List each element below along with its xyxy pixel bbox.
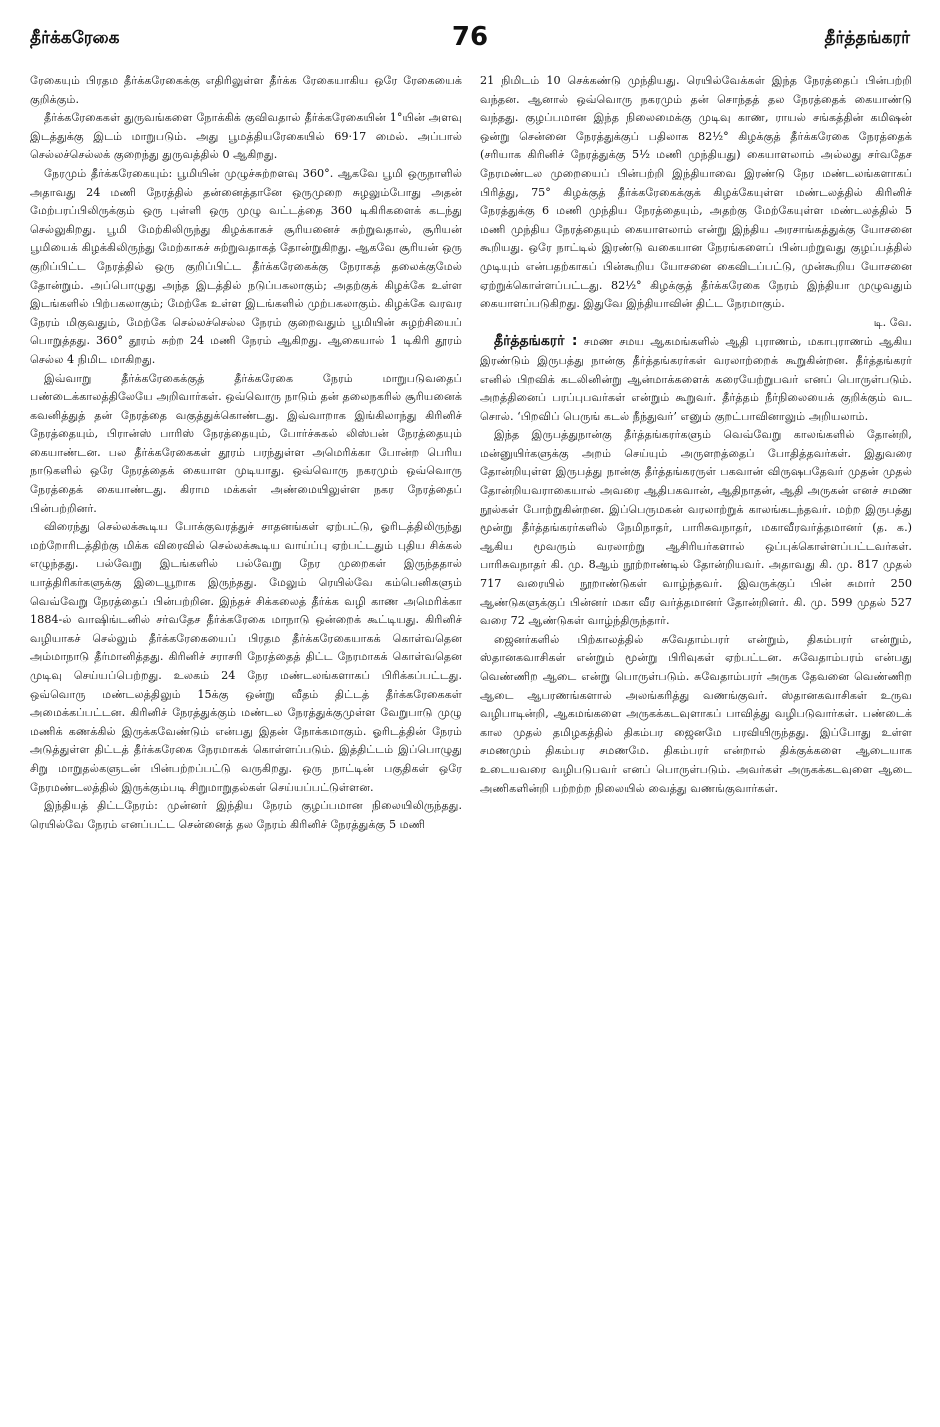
page-number: 76 — [451, 22, 489, 52]
paragraph: ரேகையும் பிரதம தீர்க்கரேகைக்கு எதிரிலுள்ள தீர்க்க ரேகையாகிய ஒரே ரேகையைக் குறிக்கும். — [30, 74, 462, 106]
running-head-right: தீர்த்தங்கரர் — [824, 28, 910, 48]
page-header — [30, 22, 910, 56]
paragraph: விரைந்து செல்லக்கூடிய போக்குவரத்துச் சாதனங்கள் ஏற்பட்டு, ஓரிடத்திலிருந்து மற்றோரிடத்திற்கு மிக்க விரைவில் செல்லக்கூடிய வாய்ப்பு ஏற்பட்டதும் புதிய சிக்கல் எழுந்தது. பல்வேறு இடங்களில் பல்வேறு நேர முறைகள் இருந்ததால் யாத்திரிகர்களுக்கு இடையூறாக இருந்தது. மேலும் ரெயில்வே கம்பெனிகளும் வெவ்வேறு நேரத்தைப் பின்பற்றின. இந்தச் சிக்கலைத் தீர்க்க வழி காண அமெரிக்கா 1884-ல் வாஷிங்டனில் சர்வதேச தீர்க்கரேகை மாநாடு ஒன்றைக் கூட்டியது. கிரினிச் வழியாகச் செல்லும் தீர்க்கரேகையைப் பிரதம தீர்க்கரேகையாகக் கொள்வதென அம்மாநாடு தீர்மானித்தது. கிரினிச் சராசரி நேரத்தைத் திட்ட நேரமாகக் கொள்வதென முடிவு செய்யப்பெற்றது. உலகம் 24 நேர மண்டலங்களாகப் பிரிக்கப்பட்டது. ஒவ்வொரு மண்டலத்திலும் 15க்கு ஒன்று வீதம் திட்டத் தீர்க்கரேகைகள் அமைக்கப்பட்டன. கிரினிச் நேரத்துக்கும் மண்டல நேரத்துக்குமுள்ள வேறுபாடு முழு மணிக் கணக்கில் இருக்கவேண்டும் என்பது இதன் நோக்கமாகும். ஓரிடத்தின் நேரம் அடுத்துள்ள திட்டத் தீர்க்கரேகை நேரமாகக் கொள்ளப்படும். இத்திட்டம் இப்பொழுது சிறு மாறுதல்களுடன் பின்பற்றப்பட்டு வருகிறது. ஒரு நாட்டின் பகுதிகள் ஒரே நேரமண்டலத்தில் இருக்கும்படி சிறுமாறுதல்கள் செய்யப்பட்டுள்ளன. — [30, 520, 462, 794]
paragraph: இவ்வாறு தீர்க்கரேகைக்குத் தீர்க்கரேகை நேரம் மாறுபடுவதைப் பண்டைக்காலத்திலேயே அறிவார்கள். ஒவ்வொரு நாடும் தன் தலைநகரில் சூரியனைக் கவனித்துத் தன் நேரத்தை வகுத்துக்கொண்டது. இவ்வாறாக இங்கிலாந்து கிரினிச் நேரத்தையும், பிரான்ஸ் பாரிஸ் நேரத்தையும், போர்ச்சுகல் லிஸ்பன் நேரத்தையும் கையாண்டன. பல தீர்க்கரேகைகள் தூரம் பரந்துள்ள அமெரிக்கா போன்ற பெரிய நாடுகளில் ஒரே நேரத்தைக் கையாள முடியாது. ஒவ்வொரு நகரமும் ஒவ்வொரு நேரத்தைக் கையாண்டது. கிராம மக்கள் அண்மையிலுள்ள நகர நேரத்தைப் பின்பற்றினர். — [30, 371, 462, 515]
paragraph: தீர்க்கரேகைகள் துருவங்களை நோக்கிக் குவிவதால் தீர்க்கரேகையின் 1°யின் அளவு இடத்துக்கு இடம் மாறுபடும். அது பூமத்தியரேகையில் 69·17 மைல். அப்பால் செல்லச்செல்லக் குறைந்து துருவத்தில் 0 ஆகிறது. — [30, 111, 462, 162]
paragraph: நேரமும் தீர்க்கரேகையும்: பூமியின் முழுச்சுற்றளவு 360°. ஆகவே பூமி ஒருநாளில் அதாவது 24 மணி நேரத்தில் தன்னைத்தானே ஒருமுறை சுழலும்போது அதன் மேற்பரப்பிலிருக்கும் ஒரு புள்ளி ஒரு முழு வட்டத்தை 360 டிகிரிகளைக் கடந்து செல்லுகிறது. பூமி மேற்கிலிருந்து கிழக்காகச் சூரியனைச் சுற்றுவதால், சூரியன் பூமியைக் கிழக்கிலிருந்து மேற்காகச் சுற்றுவதாகத் தோன்றுகிறது. ஆகவே சூரியன் ஒரு குறிப்பிட்ட நேரத்தில் ஒரு குறிப்பிட்ட தீர்க்கரேகைக்கு நேராகத் தலைக்குமேல் தோன்றும். அப்பொழுது அந்த இடத்தில் நடுப்பகலாகும்; அதற்குக் கிழக்கே உள்ள இடங்களில் பிற்பகலாகும்; மேற்கே உள்ள இடங்களில் முற்பகலாகும். கிழக்கே வரவர நேரம் மிகுவதும், மேற்கே செல்லச்செல்ல நேரம் குறைவதும் பூமியின் சுழற்சியைப் பொறுத்தது. 360° தூரம் சுற்ற 24 மணி நேரம் ஆகிறது. ஆகையால் 1 டிகிரி தூரம் செல்ல 4 நிமிட மாகிறது. — [30, 166, 462, 366]
right-column — [480, 72, 912, 1412]
left-column — [30, 72, 462, 1412]
paragraph: இந்தியத் திட்டநேரம்: முன்னர் இந்திய நேரம் குழப்பமான நிலையிலிருந்தது. ரெயில்வே நேரம் எனப்பட்ட சென்னைத் தல நேரம் கிரினிச் நேரத்துக்கு 5 மணி — [30, 799, 462, 831]
author-signature: டி. வே. — [873, 315, 912, 329]
paragraph: ஜைனர்களில் பிற்காலத்தில் சுவேதாம்பரர் என்றும், திகம்பரர் என்றும், ஸ்தானகவாசிகள் என்றும் மூன்று பிரிவுகள் ஏற்பட்டன. சுவேதாம்பரம் என்பது வெண்ணிற ஆடை என்று பொருள்படும். சுவேதாம்பரர் அருக தேவனை வெண்ணிற ஆடை ஆபரணங்களால் அலங்கரித்து வணங்குவர். ஸ்தானகவாசிகள் உருவ வழிபாடின்றி, ஆகமங்களை அருகக்கடவுளாகப் பாவித்து வழிபடுவார்கள். பண்டைக் கால முதல் தமிழகத்தில் திகம்பர ஜைனமே பரவியிருந்தது. இப்போது உள்ள சமணமும் திகம்பர சமணமே. திகம்பரர் என்றால் திக்குக்களை ஆடையாக உடையவரை வழிபடுபவர் எனப் பொருள்படும். அவர்கள் அருகக்கடவுளை ஆடை அணிகளின்றி பற்றற்ற நிலையில் வைத்து வணங்குவார்கள். — [480, 632, 912, 795]
entry-text: சமண சமய ஆகமங்களில் ஆதி புராணம், மகாபுராணம் ஆகிய இரண்டும் இருபத்து நான்கு தீர்த்தங்கரர்கள் வரலாற்றைக் கூறுகின்றன. தீர்த்தங்கரர் எனில் பிறவிக் கடலினின்று ஆன்மாக்களைக் கரையேற்றுபவர் எனப் பொருள்படும். அறத்தினைப் பரப்புபவர்கள் என்றும் கூறுவர். தீர்த்தம் நீர்நிலையைக் குறிக்கும் வட சொல். ‘பிறவிப் பெருங் கடல் நீந்துவர்’ எனும் குறட்பாவினாலும் அறியலாம். — [480, 335, 912, 423]
entry-title: தீர்த்தங்கரர் : — [494, 333, 578, 350]
entry-paragraph — [480, 332, 912, 426]
paragraph: இந்த இருபத்துநான்கு தீர்த்தங்கரர்களும் வெவ்வேறு காலங்களில் தோன்றி, மன்னுயிர்களுக்கு அறம் செய்யும் அருளறத்தைப் போதித்தவர்கள். இதுவரை தோன்றியுள்ள இருபத்து நான்கு தீர்த்தங்கரருள் பகவான் விருஷபதேவர் முதன் முதல் தோன்றியவராகையால் அவரை ஆதிபகவான், ஆதிநாதன், ஆதி அருகன் எனச் சமண நூல்கள் போற்றுகின்றன. இப்பெருமகன் வரலாற்றுக் காலங்கடந்தவர். மற்ற இருபத்து மூன்று தீர்த்தங்கரர்களில் நேமிநாதர், பாரிசுவநாதர், மகாவீரவர்த்தமானர் (த. க.) ஆகிய மூவரும் வரலாற்று ஆசிரியர்களால் ஒப்புக்கொள்ளப்பட்டவர்கள். பாரிசுவநாதர் கி. மு. 8ஆம் நூற்றாண்டில் தோன்றியவர். அதாவது கி. மு. 817 முதல் 717 வரையில் நூறாண்டுகள் வாழ்ந்தவர். இவருக்குப் பின் சுமார் 250 ஆண்டுகளுக்குப் பின்னர் மகா வீர வர்த்தமானர் தோன்றினர். கி. மு. 599 முதல் 527 வரை 72 ஆண்டுகள் வாழ்ந்திருந்தார். — [480, 428, 912, 628]
running-head-left: தீர்க்கரேகை — [30, 28, 120, 48]
paragraph: 21 நிமிடம் 10 செக்கண்டு முந்தியது. ரெயில்வேக்கள் இந்த நேரத்தைப் பின்பற்றி வந்தன. ஆனால் ஒவ்வொரு நகரமும் தன் சொந்தத் தல நேரத்தைக் கையாண்டு வந்தது. குழப்பமான இந்த நிலைமைக்கு முடிவு காண, ராயல் சங்கத்தின் கமிஷன் ஒன்று சென்னை நேரத்துக்குப் பதிலாக 82½° கிழக்குத் தீர்க்கரேகை நேரத்தைக் (சரியாக கிரினிச் நேரத்துக்கு 5½ மணி முந்தியது) கையாளலாம் அல்லது சர்வதேச நேரமண்டல முறையைப் பின்பற்றி இந்தியாவை இரண்டு நேர மண்டலங்களாகப் பிரித்து, 75° கிழக்குத் தீர்க்கரேகைக்குக் கிழக்கேயுள்ள மண்டலத்தில் கிரினிச் நேரத்துக்கு 6 மணி முந்திய நேரத்தையும், அதற்கு மேற்கேயுள்ள மண்டலத்தில் 5 மணி முந்திய நேரத்தையும் கையாளலாம் என்று இந்திய அரசாங்கத்துக்கு யோசனை கூறியது. ஒரே நாட்டில் இரண்டு வகையான நேரங்களைப் பின்பற்றுவது குழப்பத்தில் முடியும் என்பதற்காகப் பின்கூறிய யோசனை கைவிடப்பட்டு, முன்கூறிய யோசனை ஏற்றுக்கொள்ளப்பட்டது. 82½° கிழக்குத் தீர்க்கரேகை நேரம் இந்தியா முழுவதும் கையாளப்படுகிறது. இதுவே இந்தியாவின் திட்ட நேரமாகும். — [480, 74, 912, 311]
